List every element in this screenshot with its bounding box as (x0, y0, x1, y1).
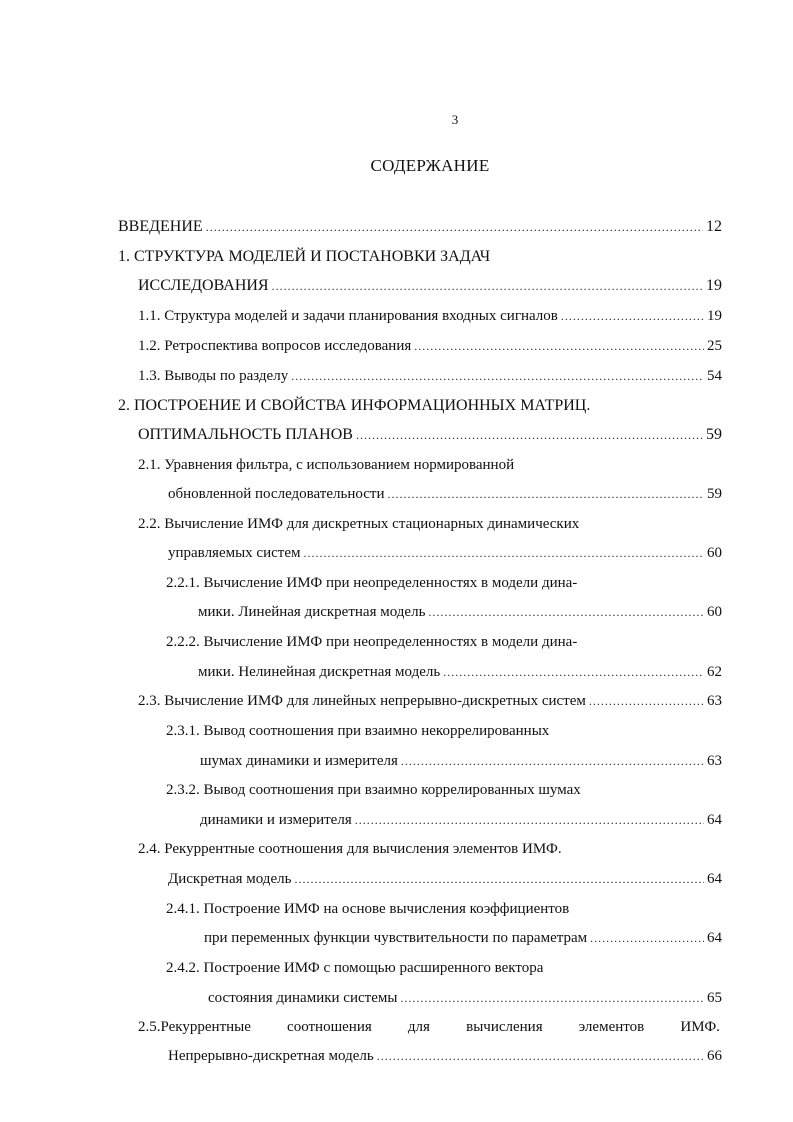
toc-page-number: 59 (707, 486, 722, 502)
toc-section-1-3[interactable] (138, 365, 722, 387)
toc-word: элементов (578, 1019, 645, 1035)
toc-chapter-1[interactable] (138, 275, 722, 297)
toc-entry-text: управляемых систем (168, 545, 301, 561)
toc-entry-text: Непрерывно-дискретная модель (168, 1048, 374, 1064)
toc-page-number: 63 (707, 693, 722, 709)
toc-page-number: 62 (707, 664, 722, 680)
toc-entry-text: 2.3. Вычисление ИМФ для линейных непрерывно-дискретных систем (138, 693, 586, 709)
toc-section-2-4[interactable] (168, 868, 722, 890)
toc-section-2-3-1-line1[interactable]: 2.3.1. Вывод соотношения при взаимно некоррелированных (166, 723, 550, 739)
toc-section-2-1[interactable] (168, 483, 722, 505)
toc-page-number: 19 (707, 308, 722, 324)
toc-page-number: 19 (706, 277, 722, 294)
toc-section-2-1-line1[interactable]: 2.1. Уравнения фильтра, с использованием нормированной (138, 457, 515, 473)
toc-word: ИМФ. (680, 1019, 720, 1035)
toc-entry-text: ОПТИМАЛЬНОСТЬ ПЛАНОВ (138, 426, 353, 443)
toc-entry-text: ИССЛЕДОВАНИЯ (138, 277, 269, 294)
toc-leader-dots (356, 424, 703, 446)
toc-section-2-2-1-line1[interactable]: 2.2.1. Вычисление ИМФ при неопределенностях в модели дина- (166, 575, 578, 591)
toc-word: 2.5.Рекуррентные (138, 1019, 251, 1035)
toc-section-1-1[interactable] (138, 305, 722, 327)
toc-section-2-3[interactable] (138, 690, 722, 712)
toc-entry-text: ВВЕДЕНИЕ (118, 218, 203, 235)
toc-section-2-2-1[interactable] (198, 601, 722, 623)
toc-page-number: 64 (707, 812, 722, 828)
toc-entry-text: 1.3. Выводы по разделу (138, 368, 289, 384)
toc-leader-dots (428, 601, 704, 623)
toc-page-number: 64 (707, 871, 722, 887)
toc-page-number: 60 (707, 604, 722, 620)
toc-section-2-2[interactable] (168, 542, 722, 564)
toc-page-number: 60 (707, 545, 722, 561)
toc-leader-dots (561, 305, 704, 327)
toc-leader-dots (303, 542, 704, 564)
toc-leader-dots (388, 483, 705, 505)
toc-section-2-2-2[interactable] (198, 661, 722, 683)
toc-leader-dots (590, 927, 704, 949)
toc-section-1-2[interactable] (138, 335, 722, 357)
toc-page-number: 66 (707, 1048, 722, 1064)
toc-section-2-2-2-line1[interactable]: 2.2.2. Вычисление ИМФ при неопределенностях в модели дина- (166, 634, 578, 650)
toc-entry-text: 1.1. Структура моделей и задачи планирования входных сигналов (138, 308, 558, 324)
page-title: СОДЕРЖАНИЕ (370, 156, 490, 175)
toc-section-2-4-2[interactable] (208, 987, 722, 1009)
toc-entry-text: при переменных функции чувствительности по параметрам (204, 930, 588, 946)
toc-page-number: 59 (706, 426, 722, 443)
toc-section-2-4-1[interactable] (204, 927, 722, 949)
toc-word: соотношения (287, 1019, 372, 1035)
toc-entry-text: Дискретная модель (168, 871, 292, 887)
toc-leader-dots (206, 216, 703, 238)
toc-chapter-2[interactable] (138, 424, 722, 446)
toc-section-2-4-2-line1[interactable]: 2.4.2. Построение ИМФ с помощью расширенного вектора (166, 960, 544, 976)
toc-page-number: 25 (707, 338, 722, 354)
toc-word: для (407, 1019, 430, 1035)
toc-entry-text: состояния динамики системы (208, 990, 398, 1006)
toc-section-2-4-1-line1[interactable]: 2.4.1. Построение ИМФ на основе вычисления коэффициентов (166, 901, 570, 917)
toc-section-2-4-line1[interactable]: 2.4. Рекуррентные соотношения для вычисления элементов ИМФ. (138, 841, 562, 857)
toc-chapter-2-line1[interactable]: 2. ПОСТРОЕНИЕ И СВОЙСТВА ИНФОРМАЦИОННЫХ МАТРИЦ. (118, 397, 591, 414)
toc-entry-text: обновленной последовательности (168, 486, 385, 502)
toc-section-2-5[interactable] (168, 1045, 722, 1067)
toc-section-2-2-line1[interactable]: 2.2. Вычисление ИМФ для дискретных стационарных динамических (138, 516, 580, 532)
toc-leader-dots (414, 335, 704, 357)
toc-entry-intro[interactable] (118, 216, 722, 238)
toc-leader-dots (294, 868, 704, 890)
toc-leader-dots (272, 275, 703, 297)
toc-entry-text: мики. Линейная дискретная модель (198, 604, 426, 620)
toc-entry-text: шумах динамики и измерителя (200, 753, 398, 769)
toc-section-2-3-2[interactable] (200, 809, 722, 831)
toc-entry-text: динамики и измерителя (200, 812, 352, 828)
toc-chapter-1-line1[interactable]: 1. СТРУКТУРА МОДЕЛЕЙ И ПОСТАНОВКИ ЗАДАЧ (118, 248, 491, 265)
toc-leader-dots (589, 690, 704, 712)
toc-leader-dots (377, 1045, 704, 1067)
toc-page-number: 63 (707, 753, 722, 769)
toc-page-number: 65 (707, 990, 722, 1006)
toc-page-number: 12 (706, 218, 722, 235)
toc-page-number: 54 (707, 368, 722, 384)
toc-page-number: 64 (707, 930, 722, 946)
toc-section-2-3-2-line1[interactable]: 2.3.2. Вывод соотношения при взаимно коррелированных шумах (166, 782, 581, 798)
page-number: 3 (451, 112, 459, 127)
toc-leader-dots (401, 750, 704, 772)
toc-section-2-3-1[interactable] (200, 750, 722, 772)
toc-leader-dots (443, 661, 704, 683)
toc-word: вычисления (466, 1019, 543, 1035)
toc-entry-text: мики. Нелинейная дискретная модель (198, 664, 441, 680)
toc-section-2-5-line1[interactable] (138, 1016, 720, 1038)
toc-entry-text: 1.2. Ретроспектива вопросов исследования (138, 338, 412, 354)
toc-leader-dots (291, 365, 704, 387)
toc-leader-dots (355, 809, 704, 831)
toc-leader-dots (400, 987, 704, 1009)
